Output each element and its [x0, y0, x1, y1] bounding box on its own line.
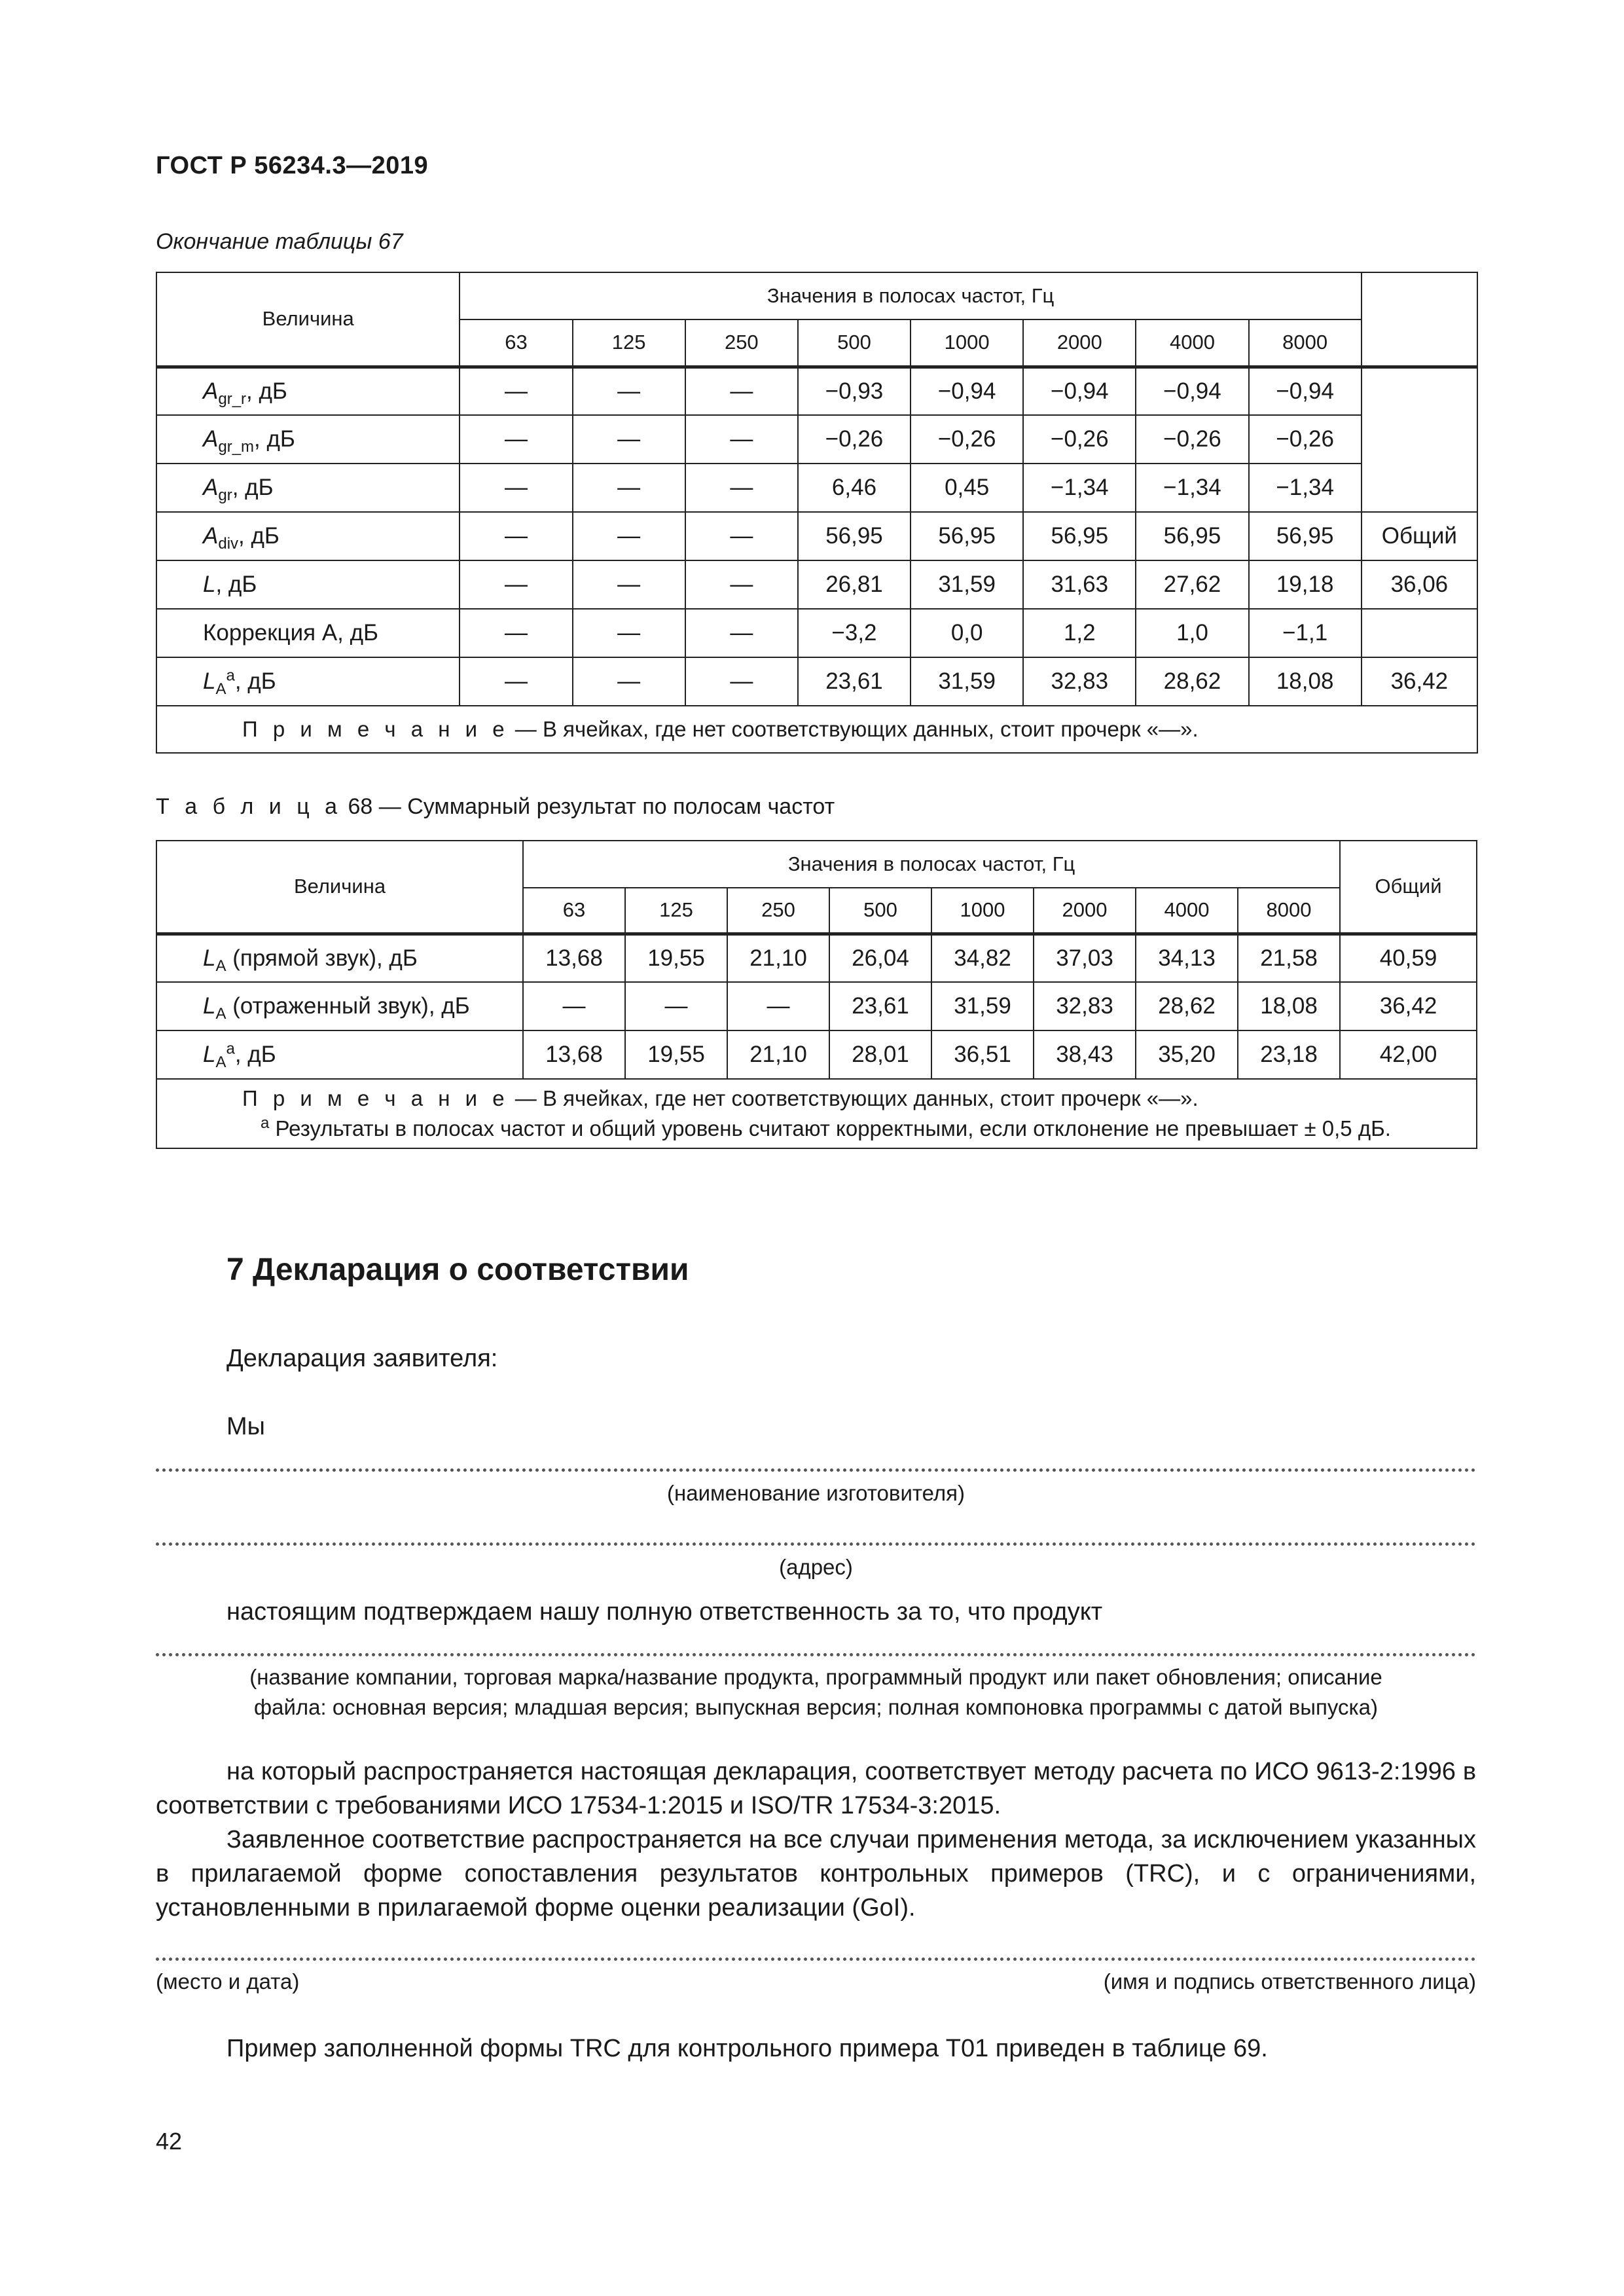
we-label: Мы — [226, 1413, 265, 1440]
table68-caption-text: 68 — Суммарный результат по полосам частот — [342, 794, 835, 819]
value-cell: 56,95 — [1023, 512, 1136, 560]
value-cell: 31,59 — [911, 657, 1023, 706]
row-symbol: L — [203, 945, 216, 971]
value-cell: 18,08 — [1249, 657, 1362, 706]
value-cell: −0,26 — [1136, 415, 1248, 464]
value-cell: 19,55 — [625, 934, 727, 982]
section-title: 7 Декларация о соответствии — [226, 1252, 689, 1287]
table-row — [156, 609, 1477, 657]
row-symbol-subscript: div — [218, 535, 239, 553]
value-cell: — — [685, 367, 798, 415]
frequency-header: 1000 — [931, 888, 1034, 934]
total-cell: 40,59 — [1340, 934, 1477, 982]
frequency-header: 125 — [625, 888, 727, 934]
value-cell: −0,94 — [1136, 367, 1248, 415]
note-label: П р и м е ч а н и е — [242, 717, 509, 741]
table67-group-header: Значения в полосах частот, Гц — [460, 272, 1361, 319]
row-symbol-superscript: a — [226, 666, 235, 685]
value-cell: 27,62 — [1136, 560, 1248, 609]
maker-caption: (наименование изготовителя) — [667, 1481, 965, 1505]
table67-note — [156, 706, 1477, 753]
value-cell: — — [573, 464, 685, 512]
value-cell: — — [625, 982, 727, 1030]
value-cell: 56,95 — [1136, 512, 1248, 560]
table-68 — [156, 840, 1477, 1149]
table68-param-header: Величина — [156, 841, 523, 934]
footnote-mark: a — [261, 1114, 270, 1132]
row-symbol-subscript: A — [215, 1005, 226, 1023]
table68-group-header: Значения в полосах частот, Гц — [523, 841, 1340, 888]
table68-note — [156, 1079, 1477, 1148]
row-label — [156, 367, 460, 415]
row-symbol: L — [203, 668, 216, 694]
table-row — [156, 464, 1477, 512]
value-cell: −0,94 — [911, 367, 1023, 415]
standard-header: ГОСТ Р 56234.3—2019 — [156, 152, 429, 179]
row-label — [156, 560, 460, 609]
value-cell: −0,26 — [798, 415, 911, 464]
place-date-caption: (место и дата) — [156, 1969, 300, 1994]
value-cell: — — [685, 609, 798, 657]
total-cell: 36,06 — [1362, 560, 1477, 609]
total-cell-blank — [1362, 367, 1477, 512]
frequency-header: 250 — [685, 319, 798, 367]
note-text: — В ячейках, где нет соответствующих данных, стоит прочерк «—». — [509, 1086, 1199, 1110]
row-label — [156, 512, 460, 560]
value-cell: 21,10 — [727, 1030, 829, 1079]
table-row — [156, 560, 1477, 609]
value-cell: −0,26 — [1023, 415, 1136, 464]
table-row — [156, 415, 1477, 464]
value-cell: 31,59 — [911, 560, 1023, 609]
total-cell: 36,42 — [1362, 657, 1477, 706]
value-cell: — — [523, 982, 625, 1030]
row-symbol-subscript: gr_m — [218, 438, 255, 456]
table-row — [156, 934, 1477, 982]
value-cell: — — [460, 367, 572, 415]
value-cell: — — [727, 982, 829, 1030]
row-label-unit: , дБ — [232, 475, 274, 500]
total-cell: 42,00 — [1340, 1030, 1477, 1079]
row-label — [156, 934, 523, 982]
declaration-body — [156, 1755, 1476, 1925]
frequency-header: 4000 — [1136, 319, 1248, 367]
row-label-unit: , дБ — [246, 378, 287, 404]
table-row — [156, 982, 1477, 1030]
row-label-unit: , дБ — [215, 572, 257, 597]
frequency-header: 250 — [727, 888, 829, 934]
value-cell: 13,68 — [523, 934, 625, 982]
total-cell: 36,42 — [1340, 982, 1477, 1030]
note-text: — В ячейках, где нет соответствующих данных, стоит прочерк «—». — [509, 717, 1199, 741]
row-label — [156, 657, 460, 706]
value-cell: 38,43 — [1034, 1030, 1136, 1079]
value-cell: 26,04 — [829, 934, 931, 982]
row-label — [156, 1030, 523, 1079]
value-cell: — — [685, 512, 798, 560]
table67-caption: Окончание таблицы 67 — [156, 229, 403, 254]
value-cell: — — [685, 560, 798, 609]
value-cell: −1,34 — [1136, 464, 1248, 512]
value-cell: — — [460, 560, 572, 609]
confirm-text: настоящим подтверждаем нашу полную ответственность за то, что продукт — [226, 1598, 1103, 1626]
value-cell: 23,18 — [1238, 1030, 1340, 1079]
value-cell: — — [573, 367, 685, 415]
table67-param-header: Величина — [156, 272, 460, 367]
row-symbol-subscript: gr_r — [218, 390, 247, 408]
value-cell: −1,34 — [1023, 464, 1136, 512]
table-row — [156, 367, 1477, 415]
note-label: П р и м е ч а н и е — [242, 1086, 509, 1110]
value-cell: 28,62 — [1136, 982, 1238, 1030]
address-caption: (адрес) — [779, 1555, 853, 1579]
row-symbol-superscript: a — [226, 1040, 235, 1058]
value-cell: 31,59 — [931, 982, 1034, 1030]
product-caption-line2: файла: основная версия; младшая версия; выпускная версия; полная компоновка программы с датой выпуска) — [253, 1695, 1378, 1719]
value-cell: 28,62 — [1136, 657, 1248, 706]
row-symbol: A — [203, 426, 219, 452]
value-cell: 56,95 — [1249, 512, 1362, 560]
value-cell: 0,45 — [911, 464, 1023, 512]
row-label-unit: (отраженный звук), дБ — [226, 993, 470, 1019]
value-cell: 36,51 — [931, 1030, 1034, 1079]
declaration-paragraph-1: на который распространяется настоящая декларация, соответствует методу расчета по ИСО 9613-2:1996 в соответствии с требованиями ИСО 17534-1:2015 и ISO/TR 17534-3:2015. — [156, 1758, 1476, 1819]
frequency-header: 8000 — [1238, 888, 1340, 934]
value-cell: — — [573, 512, 685, 560]
footnote-text: Результаты в полосах частот и общий уровень считают корректными, если отклонение не превышает ± 0,5 дБ. — [269, 1116, 1391, 1140]
frequency-header: 63 — [523, 888, 625, 934]
fill-line-product — [156, 1653, 1476, 1656]
declaration-paragraph-2: Заявленное соответствие распространяется на все случаи применения метода, за исключением указанных в прилагаемой форме сопоставления результатов контрольных примеров (TRC), и с ограничениями, установленными в прилагаемой форме оценки реализации (GoI). — [156, 1826, 1476, 1922]
value-cell: 6,46 — [798, 464, 911, 512]
value-cell: 23,61 — [829, 982, 931, 1030]
row-symbol: A — [203, 523, 219, 549]
signature-caption: (имя и подпись ответственного лица) — [1103, 1969, 1476, 1994]
row-label-unit: , дБ — [234, 668, 276, 694]
value-cell: 32,83 — [1034, 982, 1136, 1030]
value-cell: 21,10 — [727, 934, 829, 982]
fill-line-signature — [156, 1958, 1476, 1961]
frequency-header: 2000 — [1034, 888, 1136, 934]
table68-caption — [156, 794, 835, 820]
row-symbol: L — [203, 1042, 216, 1067]
row-label-unit: (прямой звук), дБ — [226, 945, 418, 971]
value-cell: — — [573, 560, 685, 609]
total-cell: Общий — [1362, 512, 1477, 560]
fill-line-maker — [156, 1468, 1476, 1472]
row-label-unit: , дБ — [234, 1042, 276, 1067]
value-cell: 32,83 — [1023, 657, 1136, 706]
row-symbol-subscript: A — [215, 957, 226, 975]
value-cell: 26,81 — [798, 560, 911, 609]
row-label — [156, 982, 523, 1030]
value-cell: 0,0 — [911, 609, 1023, 657]
row-label — [156, 415, 460, 464]
value-cell: −1,34 — [1249, 464, 1362, 512]
value-cell: 19,18 — [1249, 560, 1362, 609]
table-row — [156, 657, 1477, 706]
value-cell: — — [460, 464, 572, 512]
table68-caption-label: Т а б л и ц а — [156, 794, 342, 819]
value-cell: 28,01 — [829, 1030, 931, 1079]
row-symbol: A — [203, 475, 219, 500]
value-cell: — — [685, 415, 798, 464]
page-number: 42 — [156, 2128, 183, 2155]
value-cell: 13,68 — [523, 1030, 625, 1079]
total-cell — [1362, 609, 1477, 657]
frequency-header: 500 — [829, 888, 931, 934]
frequency-header: 2000 — [1023, 319, 1136, 367]
value-cell: 56,95 — [911, 512, 1023, 560]
value-cell: — — [460, 657, 572, 706]
table67-total-header — [1362, 272, 1477, 367]
value-cell: −3,2 — [798, 609, 911, 657]
value-cell: 19,55 — [625, 1030, 727, 1079]
value-cell: 23,61 — [798, 657, 911, 706]
frequency-header: 125 — [573, 319, 685, 367]
row-label-unit: , дБ — [238, 523, 280, 549]
frequency-header: 1000 — [911, 319, 1023, 367]
row-label — [156, 464, 460, 512]
value-cell: — — [460, 512, 572, 560]
value-cell: — — [460, 609, 572, 657]
value-cell: −0,26 — [911, 415, 1023, 464]
row-symbol: L — [203, 572, 216, 597]
frequency-header: 63 — [460, 319, 572, 367]
frequency-header: 8000 — [1249, 319, 1362, 367]
value-cell: −0,26 — [1249, 415, 1362, 464]
value-cell: −1,1 — [1249, 609, 1362, 657]
frequency-header: 500 — [798, 319, 911, 367]
value-cell: 56,95 — [798, 512, 911, 560]
row-label — [156, 609, 460, 657]
value-cell: 1,2 — [1023, 609, 1136, 657]
table68-total-header: Общий — [1340, 841, 1477, 934]
value-cell: — — [460, 415, 572, 464]
value-cell: — — [573, 415, 685, 464]
value-cell: 1,0 — [1136, 609, 1248, 657]
value-cell: 31,63 — [1023, 560, 1136, 609]
value-cell: −0,94 — [1249, 367, 1362, 415]
value-cell: 18,08 — [1238, 982, 1340, 1030]
value-cell: 34,13 — [1136, 934, 1238, 982]
row-symbol: A — [203, 378, 219, 404]
value-cell: −0,94 — [1023, 367, 1136, 415]
value-cell: 21,58 — [1238, 934, 1340, 982]
row-symbol-subscript: A — [215, 1053, 226, 1071]
value-cell: — — [573, 609, 685, 657]
frequency-header: 4000 — [1136, 888, 1238, 934]
row-symbol-subscript: gr — [218, 486, 232, 504]
table-row — [156, 512, 1477, 560]
table-67 — [156, 272, 1478, 754]
row-symbol-subscript: A — [215, 680, 226, 698]
value-cell: −0,93 — [798, 367, 911, 415]
value-cell: — — [685, 657, 798, 706]
declaration-label: Декларация заявителя: — [226, 1345, 498, 1372]
value-cell: 34,82 — [931, 934, 1034, 982]
row-label-text: Коррекция А, дБ — [203, 620, 379, 646]
value-cell: — — [573, 657, 685, 706]
product-caption-line1: (название компании, торговая марка/название продукта, программный продукт или пакет обновления; описание — [249, 1665, 1382, 1689]
value-cell: 35,20 — [1136, 1030, 1238, 1079]
value-cell: — — [685, 464, 798, 512]
row-symbol: L — [203, 993, 216, 1019]
value-cell: 37,03 — [1034, 934, 1136, 982]
row-label-unit: , дБ — [254, 426, 295, 452]
example-text: Пример заполненной формы TRC для контрольного примера T01 приведен в таблице 69. — [226, 2035, 1268, 2062]
table-row — [156, 1030, 1477, 1079]
fill-line-address — [156, 1542, 1476, 1546]
